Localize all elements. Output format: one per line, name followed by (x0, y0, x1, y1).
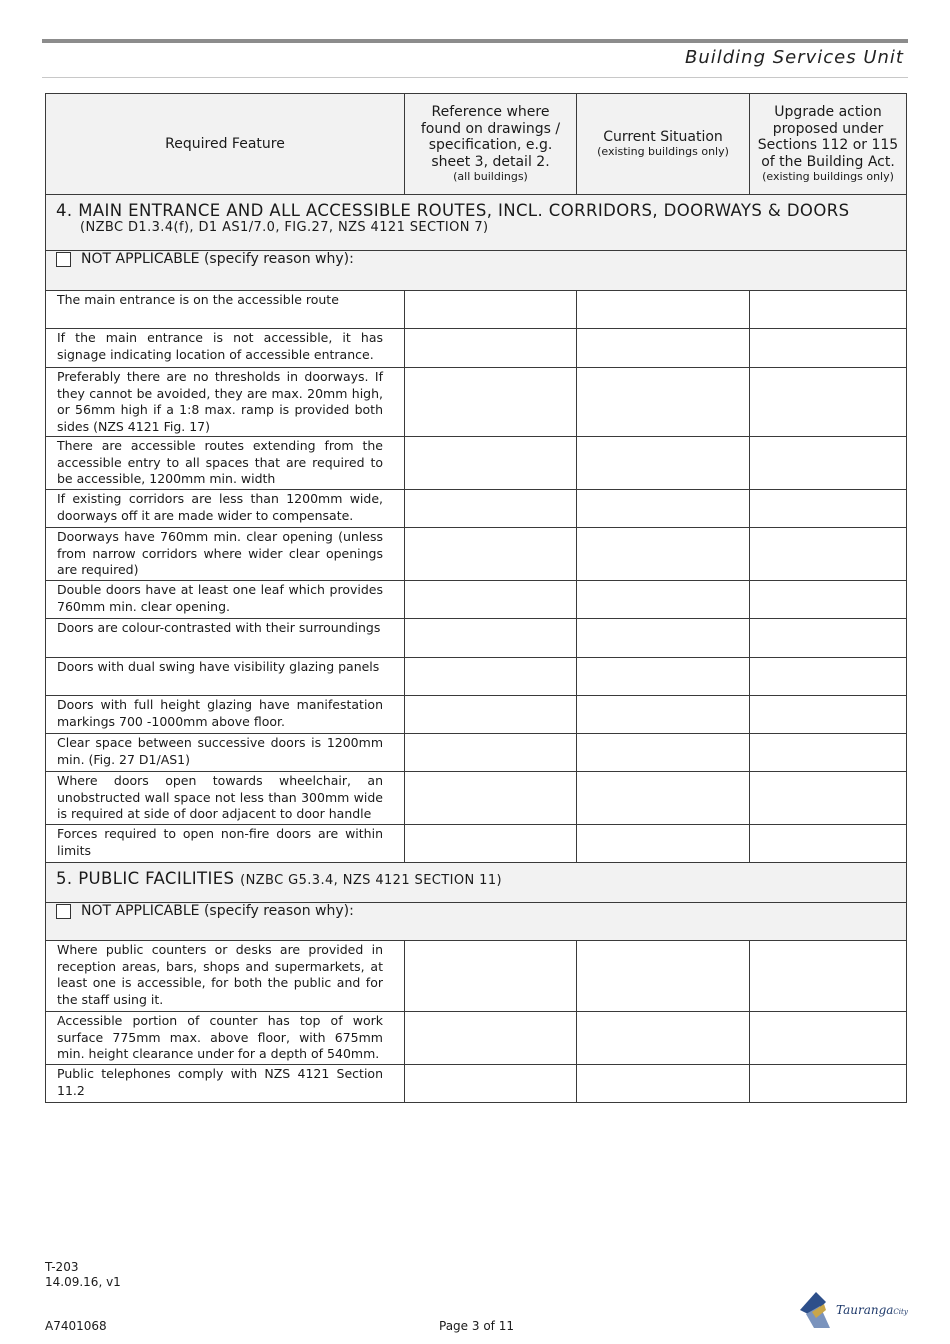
upgrade-action-cell[interactable] (750, 368, 907, 437)
upgrade-action-cell[interactable] (750, 619, 907, 658)
reference-cell[interactable] (405, 941, 577, 1012)
current-situation-cell[interactable] (577, 528, 750, 581)
reference-cell[interactable] (405, 437, 577, 490)
accessibility-checklist-table (45, 93, 907, 1103)
table-header-row (46, 94, 907, 195)
feature-cell (46, 825, 405, 863)
feature-cell (46, 291, 405, 329)
reference-cell[interactable] (405, 696, 577, 734)
feature-text: Preferably there are no thresholds in doorways. If they cannot be avoided, they are max. 20mm high, or 56mm high if a 1:8 max. ramp is provided both sides (NZS 4121 Fig. 17) (57, 369, 383, 434)
column-header-upgrade: Upgrade action proposed under Sections 112 or 115 of the Building Act. (existing buildings only) (750, 94, 907, 195)
table-row (46, 1065, 907, 1103)
feature-cell (46, 581, 405, 619)
section-5-title: 5. PUBLIC FACILITIES (NZBC G5.3.4, NZS 4121 SECTION 11) (56, 869, 502, 888)
feature-cell (46, 1065, 405, 1103)
current-situation-cell[interactable] (577, 1012, 750, 1065)
feature-cell (46, 619, 405, 658)
table-row (46, 291, 907, 329)
table-row (46, 825, 907, 863)
upgrade-action-cell[interactable] (750, 437, 907, 490)
upgrade-action-cell[interactable] (750, 490, 907, 528)
upgrade-action-cell[interactable] (750, 941, 907, 1012)
reference-cell[interactable] (405, 734, 577, 772)
table-row (46, 658, 907, 696)
feature-text: There are accessible routes extending from the accessible entry to all spaces that are required to be accessible, 1200mm min. width (57, 438, 383, 486)
header-top-rule (42, 39, 908, 43)
section-4-header (46, 195, 907, 251)
table-row (46, 581, 907, 619)
table-row (46, 619, 907, 658)
reference-cell[interactable] (405, 490, 577, 528)
section-5-subtitle: (NZBC G5.3.4, NZS 4121 SECTION 11) (240, 873, 502, 888)
reference-cell[interactable] (405, 658, 577, 696)
table-row (46, 368, 907, 437)
reference-cell[interactable] (405, 825, 577, 863)
section-5-not-applicable-checkbox[interactable] (56, 904, 71, 919)
current-situation-cell[interactable] (577, 329, 750, 368)
current-situation-cell[interactable] (577, 941, 750, 1012)
upgrade-action-cell[interactable] (750, 825, 907, 863)
reference-cell[interactable] (405, 291, 577, 329)
reference-cell[interactable] (405, 619, 577, 658)
feature-text: Doorways have 760mm min. clear opening (unless from narrow corridors where wider clear openings are required) (57, 529, 383, 577)
feature-text: Where doors open towards wheelchair, an unobstructed wall space not less than 300mm wide is required at side of door adjacent to door handle (57, 773, 383, 821)
feature-cell (46, 772, 405, 825)
current-situation-cell[interactable] (577, 581, 750, 619)
feature-cell (46, 528, 405, 581)
table-row (46, 528, 907, 581)
feature-text: The main entrance is on the accessible route (57, 292, 339, 307)
current-situation-cell[interactable] (577, 772, 750, 825)
current-situation-cell[interactable] (577, 1065, 750, 1103)
upgrade-action-cell[interactable] (750, 1065, 907, 1103)
section-4-title: 4. MAIN ENTRANCE AND ALL ACCESSIBLE ROUTES, INCL. CORRIDORS, DOORWAYS & DOORS (NZBC D1.3.4(f), D1 AS1/7.0, FIG.27, NZS 4121 SECTION 7) (46, 195, 906, 241)
reference-cell[interactable] (405, 329, 577, 368)
reference-cell[interactable] (405, 1012, 577, 1065)
upgrade-action-cell[interactable] (750, 734, 907, 772)
column-header-reference: Reference where found on drawings / specification, e.g. sheet 3, detail 2. (all buildings) (405, 94, 577, 195)
upgrade-action-cell[interactable] (750, 581, 907, 619)
section-4-not-applicable-row (46, 251, 907, 291)
current-situation-cell[interactable] (577, 825, 750, 863)
current-situation-cell[interactable] (577, 368, 750, 437)
table-row (46, 329, 907, 368)
feature-cell (46, 1012, 405, 1065)
column-header-feature: Required Feature (46, 94, 405, 195)
table-row (46, 772, 907, 825)
table-row (46, 941, 907, 1012)
feature-cell (46, 941, 405, 1012)
unit-title: Building Services Unit (684, 47, 904, 68)
feature-cell (46, 696, 405, 734)
section-4-rows (46, 291, 907, 863)
upgrade-action-cell[interactable] (750, 658, 907, 696)
reference-cell[interactable] (405, 528, 577, 581)
table-row (46, 734, 907, 772)
page-number: Page 3 of 11 (439, 1319, 514, 1333)
feature-cell (46, 437, 405, 490)
feature-cell (46, 368, 405, 437)
feature-text: Accessible portion of counter has top of work surface 775mm max. above floor, with 675mm min. height clearance under for a depth of 540mm. (57, 1013, 383, 1061)
current-situation-cell[interactable] (577, 619, 750, 658)
table-row (46, 437, 907, 490)
section-4-subtitle: (NZBC D1.3.4(f), D1 AS1/7.0, FIG.27, NZS 4121 SECTION 7) (80, 220, 489, 235)
current-situation-cell[interactable] (577, 437, 750, 490)
feature-text: Doors are colour-contrasted with their surroundings (57, 620, 381, 635)
current-situation-cell[interactable] (577, 658, 750, 696)
upgrade-action-cell[interactable] (750, 772, 907, 825)
form-version: 14.09.16, v1 (45, 1275, 121, 1289)
section-4-not-applicable-checkbox[interactable] (56, 252, 71, 267)
form-code-block (45, 1260, 121, 1290)
document-id: A7401068 (45, 1319, 107, 1333)
feature-text: Doors with full height glazing have manifestation markings 700 -1000mm above floor. (57, 697, 383, 729)
feature-text: If existing corridors are less than 1200mm wide, doorways off it are made wider to compensate. (57, 491, 383, 523)
reference-cell[interactable] (405, 581, 577, 619)
reference-cell[interactable] (405, 772, 577, 825)
feature-text: Forces required to open non-fire doors are within limits (57, 826, 383, 858)
current-situation-cell[interactable] (577, 490, 750, 528)
reference-cell[interactable] (405, 1065, 577, 1103)
section-5-not-applicable-label: NOT APPLICABLE (specify reason why): (81, 903, 354, 919)
feature-text: Clear space between successive doors is 1200mm min. (Fig. 27 D1/AS1) (57, 735, 383, 767)
feature-text: Where public counters or desks are provided in reception areas, bars, shops and supermarkets, at least one is accessible, for both the public and for the staff using it. (57, 942, 383, 1007)
feature-cell (46, 329, 405, 368)
upgrade-action-cell[interactable] (750, 696, 907, 734)
form-code: T-203 (45, 1260, 79, 1274)
table-row (46, 490, 907, 528)
current-situation-cell[interactable] (577, 696, 750, 734)
feature-cell (46, 490, 405, 528)
feature-cell (46, 658, 405, 696)
table-row (46, 696, 907, 734)
feature-text: Double doors have at least one leaf which provides 760mm min. clear opening. (57, 582, 383, 614)
current-situation-cell[interactable] (577, 734, 750, 772)
feature-cell (46, 734, 405, 772)
upgrade-action-cell[interactable] (750, 329, 907, 368)
upgrade-action-cell[interactable] (750, 528, 907, 581)
section-5-not-applicable-row (46, 903, 907, 941)
upgrade-action-cell[interactable] (750, 1012, 907, 1065)
feature-text: Doors with dual swing have visibility glazing panels (57, 659, 380, 674)
section-4-not-applicable-label: NOT APPLICABLE (specify reason why): (81, 251, 354, 267)
current-situation-cell[interactable] (577, 291, 750, 329)
logo-wordmark: TaurangaCity (836, 1303, 908, 1317)
column-header-current: Current Situation (existing buildings only) (577, 94, 750, 195)
header-thin-rule (42, 77, 908, 78)
section-5-header (46, 863, 907, 903)
feature-text: If the main entrance is not accessible, it has signage indicating location of accessible entrance. (57, 330, 383, 362)
reference-cell[interactable] (405, 368, 577, 437)
feature-text: Public telephones comply with NZS 4121 Section 11.2 (57, 1066, 383, 1098)
upgrade-action-cell[interactable] (750, 291, 907, 329)
section-5-rows (46, 941, 907, 1103)
table-row (46, 1012, 907, 1065)
